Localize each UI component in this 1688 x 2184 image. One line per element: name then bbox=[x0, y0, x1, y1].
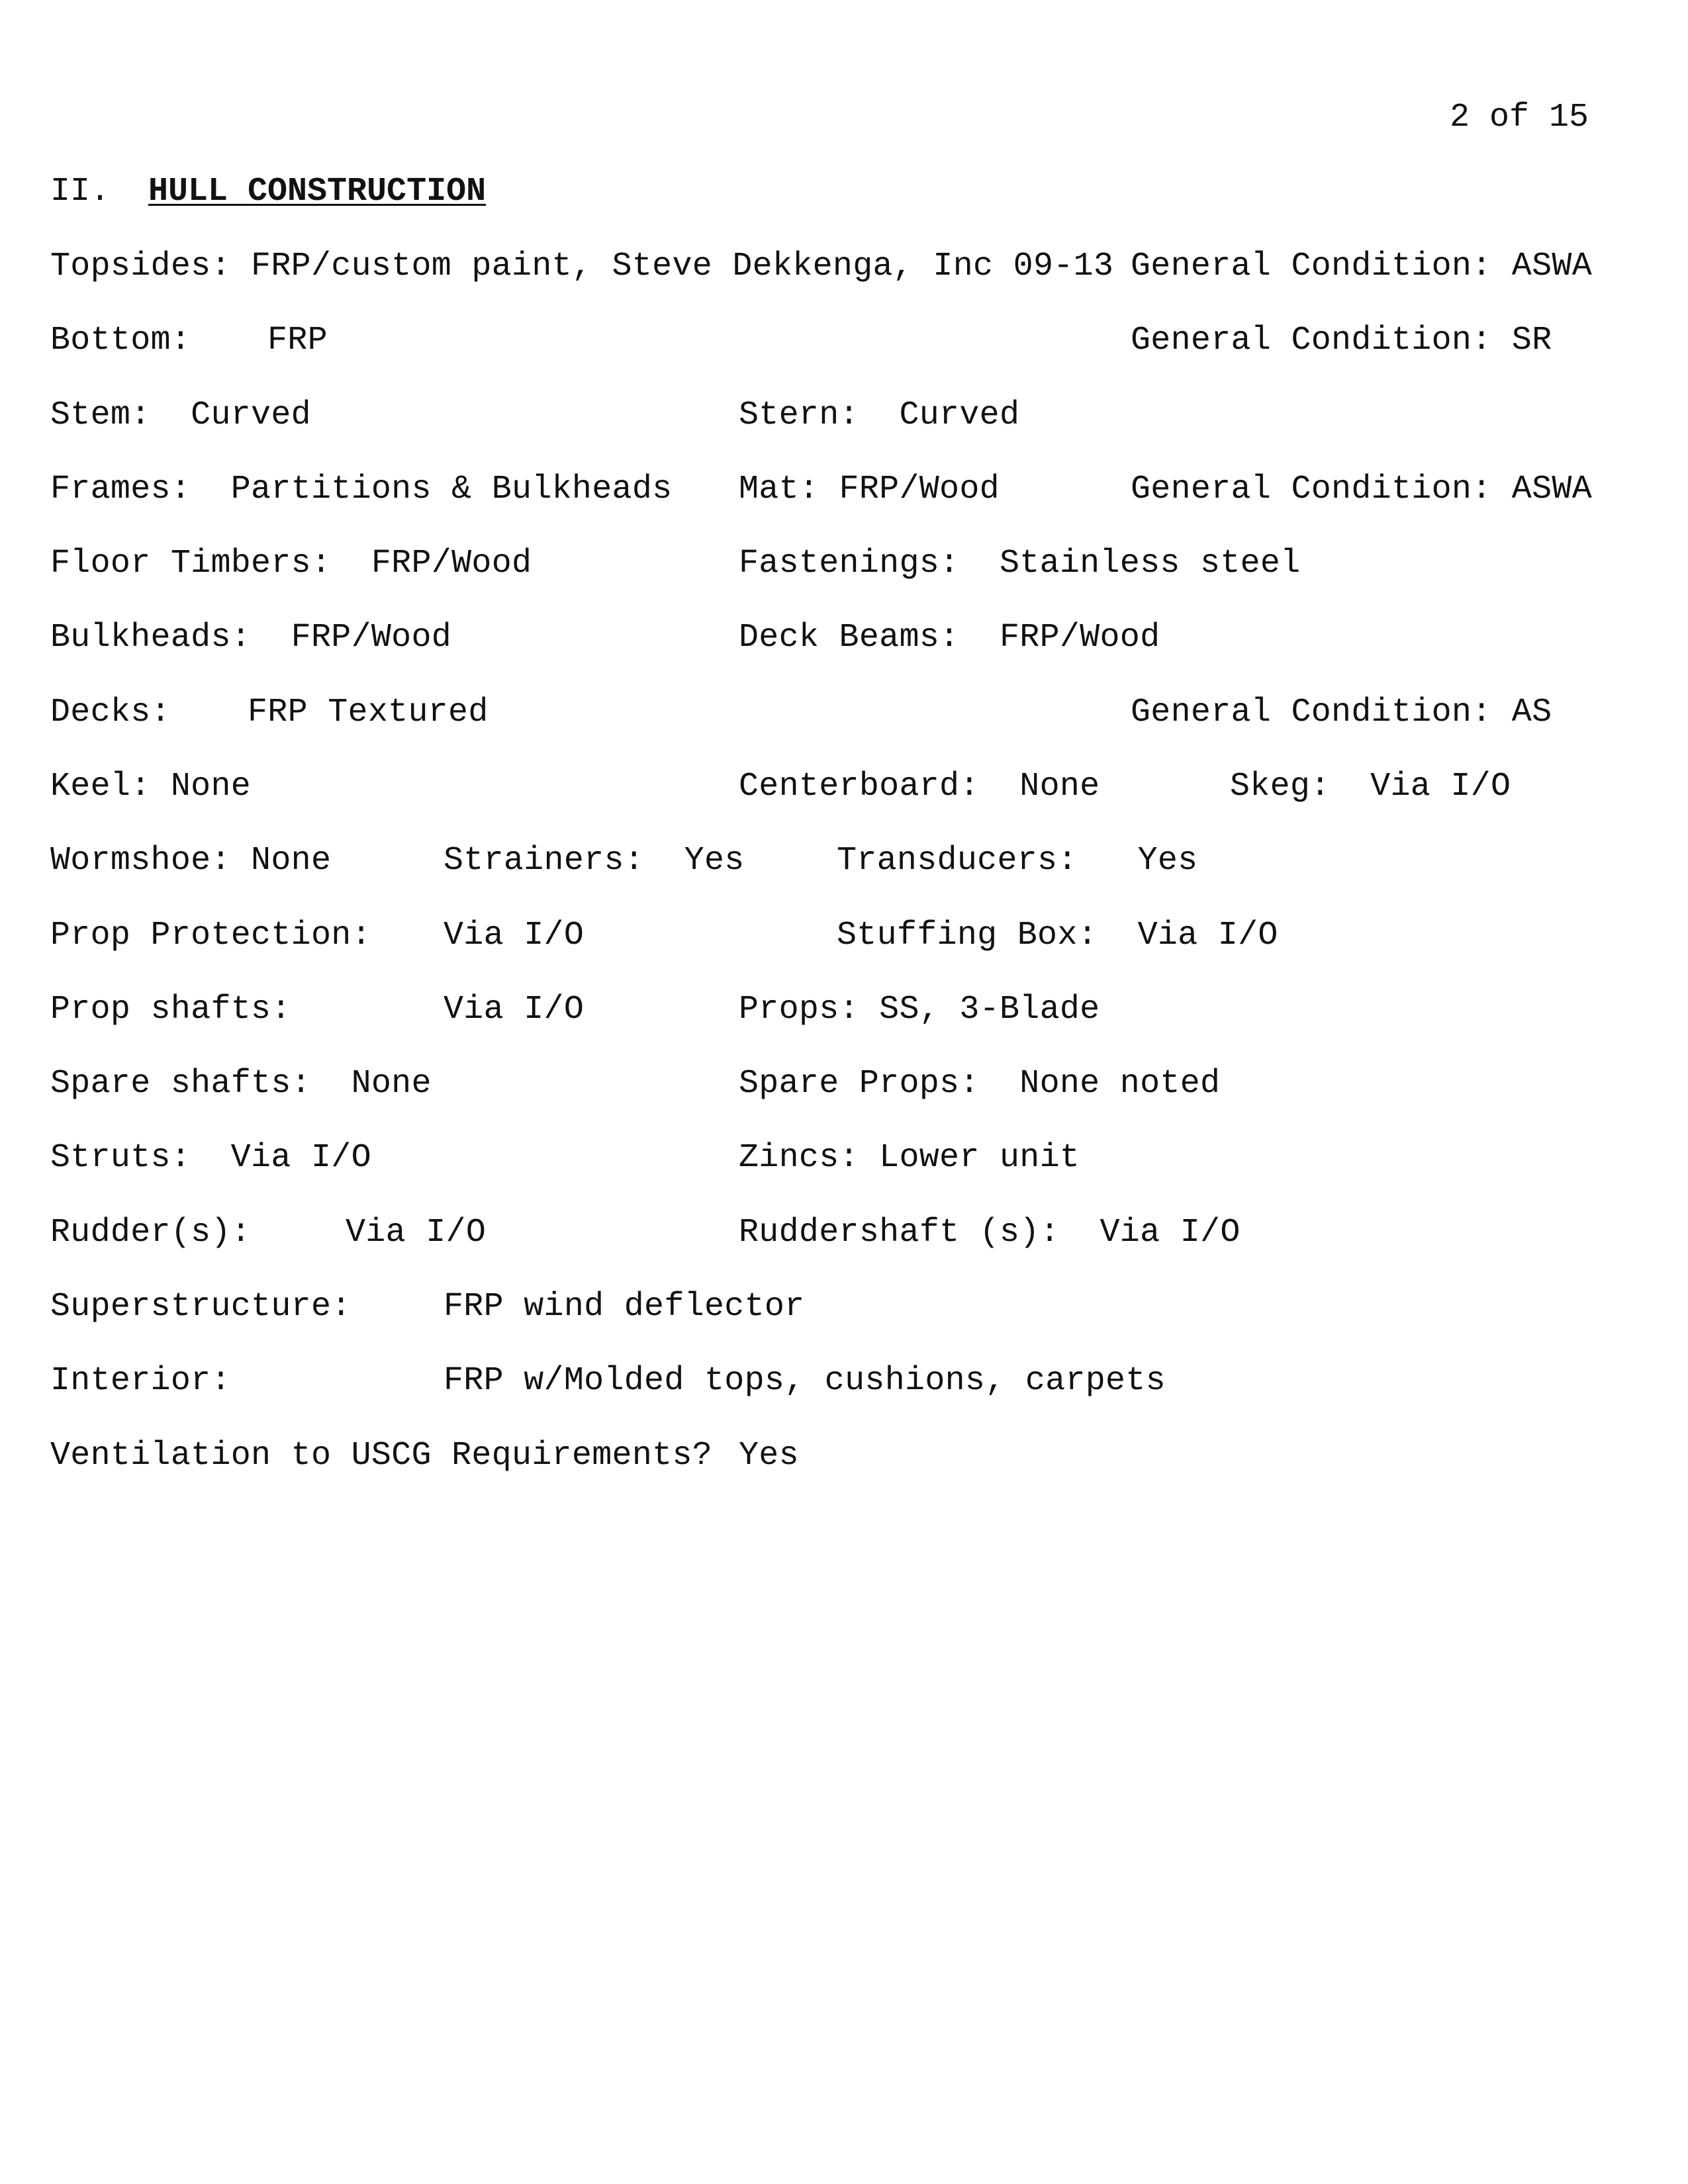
centerboard-field: Centerboard: None bbox=[739, 768, 1100, 805]
decks-condition: General Condition: AS bbox=[1131, 694, 1552, 731]
spare-props-field: Spare Props: None noted bbox=[739, 1065, 1221, 1103]
interior-label: Interior: bbox=[50, 1362, 231, 1400]
rudders-label: Rudder(s): bbox=[50, 1214, 252, 1251]
stern-field: Stern: Curved bbox=[739, 396, 1020, 434]
bottom-condition: General Condition: SR bbox=[1131, 322, 1552, 359]
page-number: 2 of 15 bbox=[1449, 99, 1589, 136]
strainers-field: Strainers: Yes bbox=[444, 842, 745, 880]
stem-field: Stem: Curved bbox=[50, 396, 311, 434]
ruddershaft-field: Ruddershaft (s): Via I/O bbox=[739, 1214, 1241, 1251]
bottom-label: Bottom: bbox=[50, 322, 191, 359]
wormshoe-field: Wormshoe: None bbox=[50, 842, 332, 880]
prop-protection-label: Prop Protection: bbox=[50, 917, 371, 954]
transducers-field: Transducers: Yes bbox=[837, 842, 1198, 880]
frames-condition: General Condition: ASWA bbox=[1131, 471, 1593, 508]
frames-mat: Mat: FRP/Wood bbox=[739, 471, 1000, 508]
topsides-condition: General Condition: ASWA bbox=[1131, 248, 1593, 285]
prop-protection-value: Via I/O bbox=[444, 917, 585, 954]
struts-field: Struts: Via I/O bbox=[50, 1139, 371, 1177]
stuffing-box-field: Stuffing Box: Via I/O bbox=[837, 917, 1278, 954]
spare-shafts-field: Spare shafts: None bbox=[50, 1065, 432, 1103]
ventilation-label: Ventilation to USCG Requirements? bbox=[50, 1437, 713, 1475]
decks-label: Decks: bbox=[50, 694, 171, 731]
bottom-value: FRP bbox=[267, 322, 328, 359]
interior-value: FRP w/Molded tops, cushions, carpets bbox=[444, 1362, 1166, 1400]
bulkheads-field: Bulkheads: FRP/Wood bbox=[50, 619, 452, 657]
keel-field: Keel: None bbox=[50, 768, 252, 805]
props-field: Props: SS, 3-Blade bbox=[739, 991, 1100, 1028]
superstructure-label: Superstructure: bbox=[50, 1288, 352, 1326]
topsides-field: Topsides: FRP/custom paint, Steve Dekkenga, Inc 09-13 bbox=[50, 248, 1114, 285]
ventilation-value: Yes bbox=[739, 1437, 799, 1475]
fastenings-field: Fastenings: Stainless steel bbox=[739, 545, 1301, 582]
deck-beams-field: Deck Beams: FRP/Wood bbox=[739, 619, 1160, 657]
section-numeral: II. bbox=[50, 173, 111, 210]
frames-field: Frames: Partitions & Bulkheads bbox=[50, 471, 673, 508]
zincs-field: Zincs: Lower unit bbox=[739, 1139, 1080, 1177]
decks-value: FRP Textured bbox=[248, 694, 489, 731]
section-title: HULL CONSTRUCTION bbox=[148, 173, 487, 210]
superstructure-value: FRP wind deflector bbox=[444, 1288, 805, 1326]
rudders-value: Via I/O bbox=[346, 1214, 487, 1251]
prop-shafts-value: Via I/O bbox=[444, 991, 585, 1028]
floor-timbers-field: Floor Timbers: FRP/Wood bbox=[50, 545, 532, 582]
prop-shafts-label: Prop shafts: bbox=[50, 991, 291, 1028]
skeg-field: Skeg: Via I/O bbox=[1230, 768, 1511, 805]
